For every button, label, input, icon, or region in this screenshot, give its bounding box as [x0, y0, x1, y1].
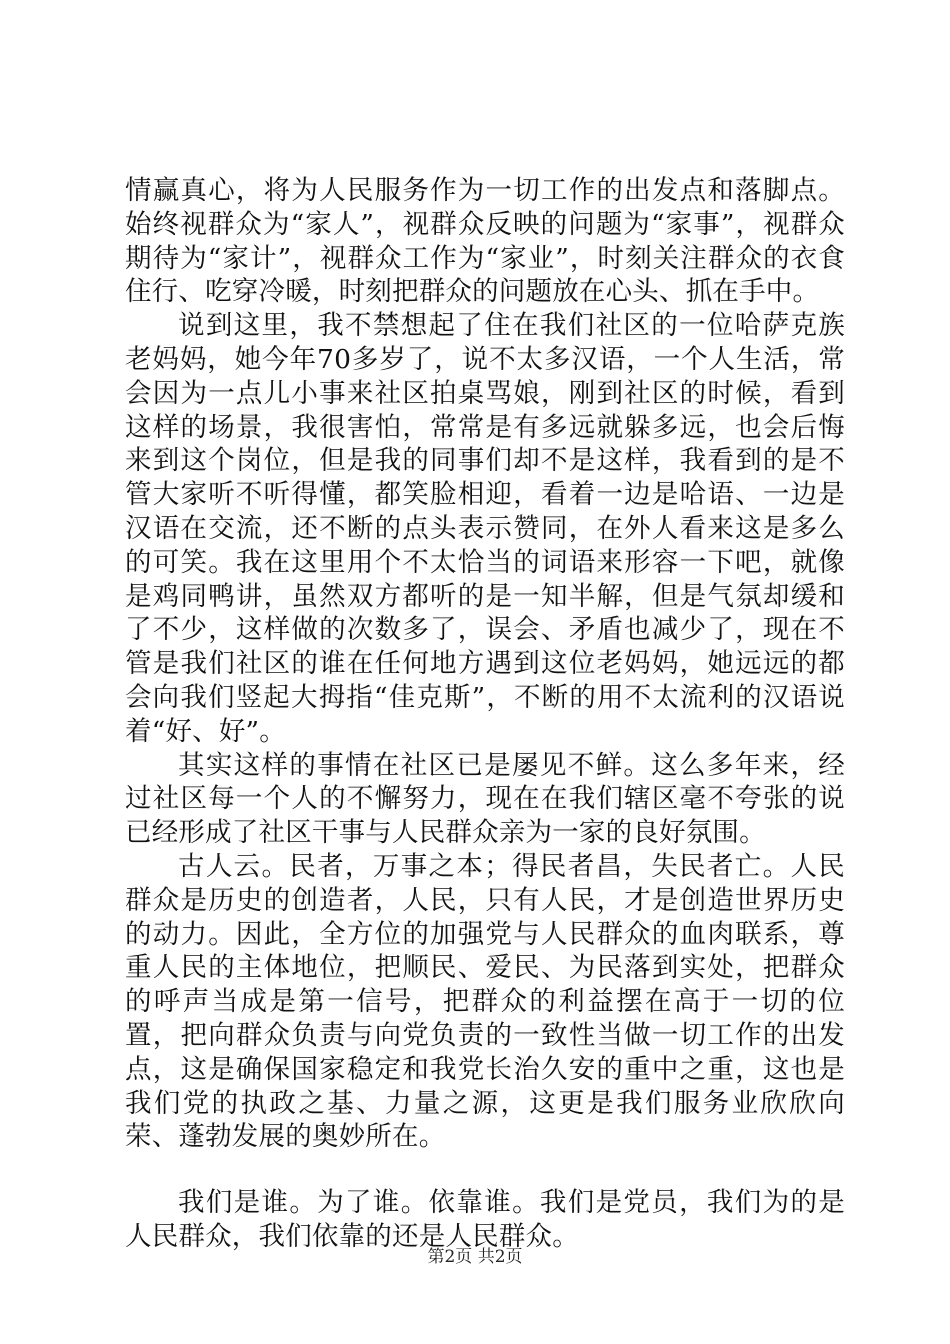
paragraph-3: 其实这样的事情在社区已是屡见不鲜。这么多年来，经过社区每一个人的不懈努力，现在在我们辖区毫不夸张的说已经形成了社区干事与人民群众亲为一家的良好氛围。 — [125, 749, 845, 849]
paragraph-4: 古人云。民者，万事之本；得民者昌，失民者亡。人民群众是历史的创造者，人民，只有人民，才是创造世界历史的动力。因此，全方位的加强党与人民群众的血肉联系，尊重人民的主体地位，把顺民、爱民、为民落到实处，把群众的呼声当成是第一信号，把群众的利益摆在高于一切的位置，把向群众负责与向党负责的一致性当做一切工作的出发点，这是确保国家稳定和我党长治久安的重中之重，这也是我们党的执政之基、力量之源，这更是我们服务业欣欣向荣、蓬勃发展的奥妙所在。 — [125, 850, 845, 1153]
paragraph-2: 说到这里，我不禁想起了住在我们社区的一位哈萨克族老妈妈，她今年70多岁了，说不太多汉语，一个人生活，常会因为一点儿小事来社区拍桌骂娘，刚到社区的时候，看到这样的场景，我很害怕，常常是有多远就躲多远，也会后悔来到这个岗位，但是我的同事们却不是这样，我看到的是不管大家听不听得懂，都笑脸相迎，看着一边是哈语、一边是汉语在交流，还不断的点头表示赞同，在外人看来这是多么的可笑。我在这里用个不太恰当的词语来形容一下吧，就像是鸡同鸭讲，虽然双方都听的是一知半解，但是气氛却缓和了不少，这样做的次数多了，误会、矛盾也减少了，现在不管是我们社区的谁在任何地方遇到这位老妈妈，她远远的都会向我们竖起大拇指“佳克斯”，不断的用不太流利的汉语说着“好、好”。 — [125, 310, 845, 747]
paragraph-5: 我们是谁。为了谁。依靠谁。我们是党员，我们为的是人民群众，我们依靠的还是人民群众。 — [125, 1187, 845, 1252]
document-body — [125, 174, 845, 1254]
page-number-footer: 第2页 共2页 — [427, 1247, 523, 1267]
paragraph-1: 情赢真心，将为人民服务作为一切工作的出发点和落脚点。始终视群众为“家人”，视群众反映的问题为“家事”，视群众期待为“家计”，视群众工作为“家业”，时刻关注群众的衣食住行、吃穿冷暖，时刻把群众的问题放在心头、抓在手中。 — [125, 175, 845, 308]
